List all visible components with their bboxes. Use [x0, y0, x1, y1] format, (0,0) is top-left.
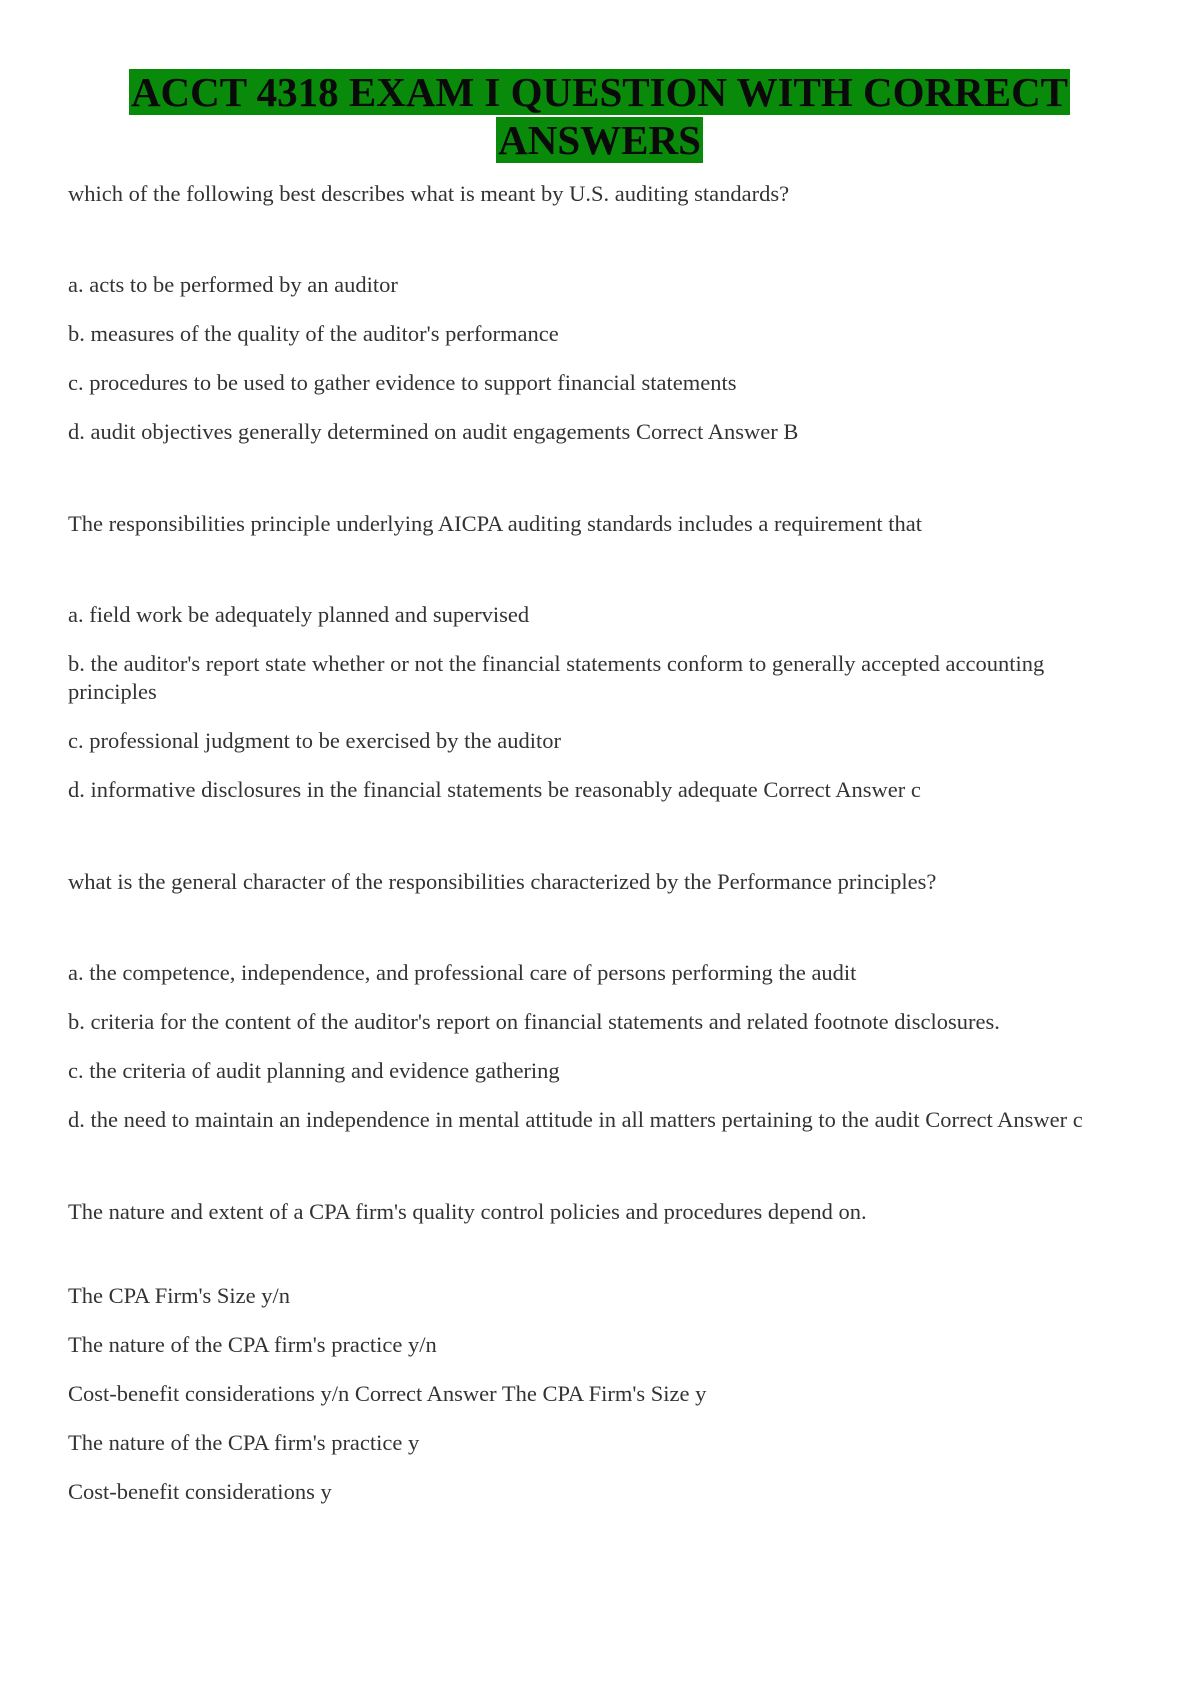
answer-option: b. the auditor's report state whether or not the financial statements conform to generally accepted accounting principles: [68, 651, 1045, 704]
answer-option: d. informative disclosures in the financial statements be reasonably adequate Correct Answer c: [68, 777, 921, 802]
answer-option: c. professional judgment to be exercised by the auditor: [68, 728, 561, 753]
question-block: [68, 868, 1131, 1134]
question-block: [68, 180, 1131, 446]
document-title-text: ACCT 4318 EXAM I QUESTION WITH CORRECT ANSWERS: [130, 69, 1069, 163]
answer-option: d. the need to maintain an independence in mental attitude in all matters pertaining to the audit Correct Answer c: [68, 1107, 1083, 1132]
question-text: what is the general character of the responsibilities characterized by the Performance principles?: [68, 869, 937, 894]
answer-option: c. the criteria of audit planning and evidence gathering: [68, 1058, 560, 1083]
question-block: [68, 510, 1131, 804]
question-text: which of the following best describes what is meant by U.S. auditing standards?: [68, 181, 790, 206]
answer-option: Cost-benefit considerations y: [68, 1479, 332, 1504]
question-text: The nature and extent of a CPA firm's quality control policies and procedures depend on.: [68, 1199, 867, 1224]
document-title: [68, 68, 1131, 164]
answer-option: The CPA Firm's Size y/n: [68, 1283, 291, 1308]
question-text: The responsibilities principle underlying AICPA auditing standards includes a requirement that: [68, 511, 923, 536]
answer-option: d. audit objectives generally determined on audit engagements Correct Answer B: [68, 419, 799, 444]
answer-option: a. field work be adequately planned and supervised: [68, 602, 530, 627]
question-block: [68, 1198, 1131, 1506]
answer-option: The nature of the CPA firm's practice y/n: [68, 1332, 437, 1357]
questions-list: [68, 180, 1131, 1506]
answer-option: b. measures of the quality of the auditor's performance: [68, 321, 559, 346]
answer-option: Cost-benefit considerations y/n Correct Answer The CPA Firm's Size y: [68, 1381, 707, 1406]
answer-option: b. criteria for the content of the auditor's report on financial statements and related footnote disclosures.: [68, 1009, 1000, 1034]
answer-option: a. acts to be performed by an auditor: [68, 272, 398, 297]
answer-option: a. the competence, independence, and professional care of persons performing the audit: [68, 960, 857, 985]
answer-option: The nature of the CPA firm's practice y: [68, 1430, 420, 1455]
answer-option: c. procedures to be used to gather evidence to support financial statements: [68, 370, 737, 395]
